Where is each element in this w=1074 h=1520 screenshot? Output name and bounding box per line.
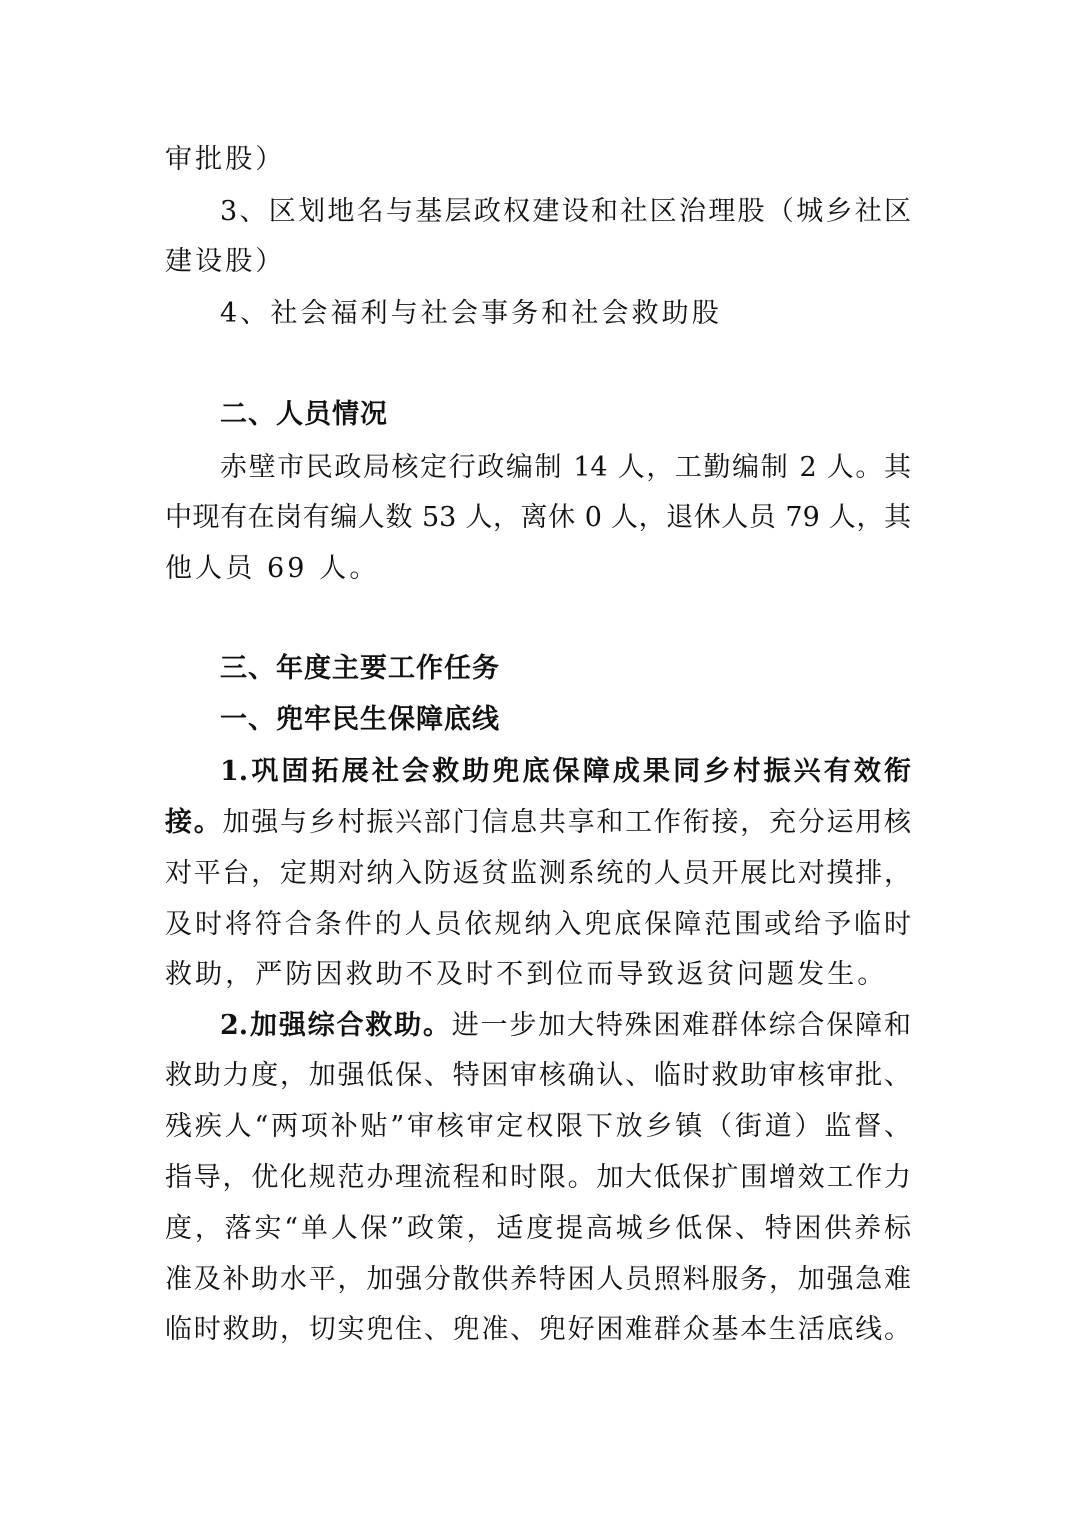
paragraph-line: 及时将符合条件的人员依规纳入兜底保障范围或给予临时 xyxy=(165,909,911,940)
list-item-4: 4、社会福利与社会事务和社会救助股 xyxy=(220,298,722,329)
task-1-text: 加强与乡村振兴部门信息共享和工作衔接，充分运用核 xyxy=(222,807,912,838)
subsection-heading: 一、兜牢民生保障底线 xyxy=(220,704,500,735)
paragraph-line: 对平台，定期对纳入防返贫监测系统的人员开展比对摸排， xyxy=(165,858,911,889)
paragraph-line: 救助力度，加强低保、特困审核确认、临时救助审核审批、 xyxy=(165,1060,911,1091)
task-2-title: 2.加强综合救助。 xyxy=(220,1010,452,1041)
paragraph-line: 他人员 69 人。 xyxy=(165,553,380,584)
paragraph-line: 残疾人“两项补贴”审核审定权限下放乡镇（街道）监督、 xyxy=(165,1111,911,1142)
section-heading-tasks: 三、年度主要工作任务 xyxy=(220,653,500,684)
text-line: 建设股） xyxy=(165,246,286,277)
task-1-title: 1.巩固拓展社会救助兜底保障成果同乡村振兴有效衔 xyxy=(220,756,911,787)
section-heading-personnel: 二、人员情况 xyxy=(220,399,388,430)
paragraph-line: 中现有在岗有编人数 53 人，离休 0 人，退休人员 79 人，其 xyxy=(165,502,911,533)
text-line: 审批股） xyxy=(165,144,286,175)
paragraph-line xyxy=(165,805,911,841)
paragraph-line: 指导，优化规范办理流程和时限。加大低保扩围增效工作力 xyxy=(165,1162,911,1193)
paragraph-line: 临时救助，切实兜住、兜准、兜好困难群众基本生活底线。 xyxy=(165,1314,911,1345)
paragraph-line: 救助，严防因救助不及时不到位而导致返贫问题发生。 xyxy=(165,959,888,990)
paragraph-line: 赤壁市民政局核定行政编制 14 人，工勤编制 2 人。其 xyxy=(220,452,911,483)
task-2-text: 进一步加大特殊困难群体综合保障和 xyxy=(451,1010,912,1041)
paragraph-line: 度，落实“单人保”政策，适度提高城乡低保、特困供养标 xyxy=(165,1213,911,1244)
paragraph-line: 准及补助水平，加强分散供养特困人员照料服务，加强急难 xyxy=(165,1264,911,1295)
list-item-3: 3、区划地名与基层政权建设和社区治理股（城乡社区 xyxy=(220,196,911,227)
task-1-title-end: 接。 xyxy=(165,807,223,838)
paragraph-line xyxy=(220,1008,911,1044)
